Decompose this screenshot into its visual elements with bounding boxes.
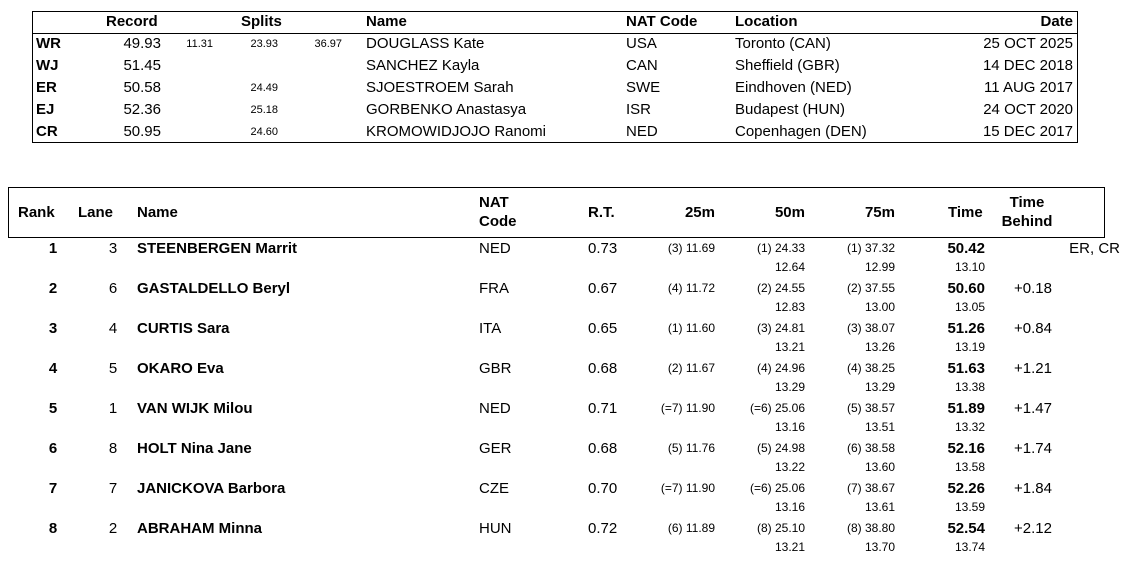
result-lane: 4: [108, 320, 118, 337]
result-reaction-time: 0.70: [588, 480, 618, 497]
record-time: 49.93: [123, 35, 161, 52]
result-split-25m: (=7) 11.90: [660, 481, 715, 495]
result-lap-75m: 13.60: [864, 460, 895, 474]
record-nat: NED: [626, 123, 658, 140]
result-time-behind: +1.84: [1014, 480, 1052, 497]
record-date: 14 DEC 2018: [982, 57, 1073, 74]
record-location: Copenhagen (DEN): [735, 123, 867, 140]
result-lap-100m: 13.32: [954, 420, 985, 434]
records-header-splits: Splits: [241, 13, 282, 30]
record-code: CR: [36, 123, 58, 140]
record-location: Sheffield (GBR): [735, 57, 840, 74]
record-name: GORBENKO Anastasya: [366, 101, 527, 118]
results-header-lane: Lane: [78, 204, 114, 221]
result-lap-100m: 13.59: [954, 500, 985, 514]
result-lap-75m: 13.00: [864, 300, 895, 314]
record-name: SANCHEZ Kayla: [366, 57, 480, 74]
result-split-50m: (=6) 25.06: [749, 481, 805, 495]
result-name: GASTALDELLO Beryl: [137, 280, 291, 297]
result-reaction-time: 0.73: [588, 240, 618, 257]
record-nat: ISR: [626, 101, 652, 118]
result-rank: 7: [48, 480, 58, 497]
result-rank: 3: [48, 320, 58, 337]
result-reaction-time: 0.68: [588, 440, 618, 457]
result-final-time: 52.16: [947, 440, 985, 457]
result-name: ABRAHAM Minna: [137, 520, 262, 537]
result-time-behind: +2.12: [1014, 520, 1052, 537]
record-code: ER: [36, 79, 57, 96]
result-lane: 7: [108, 480, 118, 497]
result-reaction-time: 0.68: [588, 360, 618, 377]
result-split-50m: (=6) 25.06: [749, 401, 805, 415]
result-nat: HUN: [479, 520, 512, 537]
result-rank: 8: [48, 520, 58, 537]
result-rank: 2: [48, 280, 58, 297]
record-split-75: 36.97: [314, 38, 342, 50]
result-lap-75m: 13.51: [864, 420, 895, 434]
result-split-75m: (2) 37.55: [846, 281, 895, 295]
record-date: 24 OCT 2020: [983, 101, 1073, 118]
record-nat: CAN: [626, 57, 658, 74]
result-reaction-time: 0.72: [588, 520, 618, 537]
result-split-25m: (5) 11.76: [667, 441, 715, 455]
result-lane: 8: [108, 440, 118, 457]
result-lane: 6: [108, 280, 118, 297]
results-header-nat: NAT: [479, 194, 509, 211]
record-nat: SWE: [626, 79, 661, 96]
records-header-name: Name: [366, 13, 407, 30]
result-lane: 1: [108, 400, 118, 417]
records-header-record: Record: [106, 13, 158, 30]
results-header-time-behind-2: Behind: [1001, 213, 1053, 230]
record-split-50: 24.60: [250, 126, 278, 138]
result-lane: 5: [108, 360, 118, 377]
result-reaction-time: 0.67: [588, 280, 618, 297]
result-lap-100m: 13.05: [954, 300, 985, 314]
result-lap-50m: 12.83: [774, 300, 805, 314]
result-final-time: 51.63: [947, 360, 985, 377]
result-split-75m: (6) 38.58: [846, 441, 895, 455]
result-lap-100m: 13.38: [954, 380, 985, 394]
result-name: STEENBERGEN Marrit: [137, 240, 298, 257]
result-split-25m: (1) 11.60: [667, 321, 715, 335]
result-nat: GER: [479, 440, 512, 457]
result-name: CURTIS Sara: [137, 320, 230, 337]
result-split-25m: (2) 11.67: [667, 361, 715, 375]
record-date: 11 AUG 2017: [984, 79, 1073, 96]
record-location: Toronto (CAN): [735, 35, 831, 52]
results-header-75m: 75m: [864, 204, 895, 221]
records-header-divider: [32, 33, 1078, 34]
result-lap-75m: 13.26: [864, 340, 895, 354]
result-split-50m: (8) 25.10: [756, 521, 805, 535]
result-final-time: 51.89: [947, 400, 985, 417]
result-name: VAN WIJK Milou: [137, 400, 253, 417]
result-split-50m: (2) 24.55: [756, 281, 805, 295]
record-date: 15 DEC 2017: [982, 123, 1073, 140]
result-lap-75m: 13.61: [864, 500, 895, 514]
result-time-behind: +1.74: [1014, 440, 1052, 457]
result-time-behind: +0.18: [1014, 280, 1052, 297]
result-name: OKARO Eva: [137, 360, 224, 377]
result-lap-50m: 13.16: [774, 420, 805, 434]
record-name: SJOESTROEM Sarah: [366, 79, 514, 96]
result-final-time: 52.26: [947, 480, 985, 497]
result-lap-75m: 12.99: [864, 260, 895, 274]
result-lap-75m: 13.70: [864, 540, 895, 554]
results-header-name: Name: [137, 204, 178, 221]
result-rank: 5: [48, 400, 58, 417]
record-code: WJ: [36, 57, 59, 74]
result-nat: ITA: [479, 320, 502, 337]
result-split-75m: (8) 38.80: [846, 521, 895, 535]
result-time-behind: +0.84: [1014, 320, 1052, 337]
result-lap-50m: 12.64: [774, 260, 805, 274]
record-time: 52.36: [123, 101, 161, 118]
record-split-50: 24.49: [250, 82, 278, 94]
result-reaction-time: 0.71: [588, 400, 618, 417]
records-header-date: Date: [1040, 13, 1073, 30]
result-split-75m: (3) 38.07: [846, 321, 895, 335]
records-header-location: Location: [735, 13, 798, 30]
results-header-rank: Rank: [18, 204, 55, 221]
result-final-time: 50.60: [947, 280, 985, 297]
result-split-25m: (4) 11.72: [667, 281, 715, 295]
results-header-rt: R.T.: [588, 204, 615, 221]
record-name: KROMOWIDJOJO Ranomi: [366, 123, 547, 140]
result-lap-100m: 13.19: [954, 340, 985, 354]
result-final-time: 50.42: [947, 240, 985, 257]
record-code: WR: [36, 35, 61, 52]
result-rank: 4: [48, 360, 58, 377]
records-header-nat: NAT Code: [626, 13, 698, 30]
result-split-50m: (3) 24.81: [756, 321, 805, 335]
result-time-behind: +1.47: [1014, 400, 1052, 417]
result-lap-50m: 13.29: [774, 380, 805, 394]
result-lane: 3: [108, 240, 118, 257]
result-nat: GBR: [479, 360, 512, 377]
result-lap-75m: 13.29: [864, 380, 895, 394]
record-time: 50.95: [123, 123, 161, 140]
result-split-25m: (6) 11.89: [667, 521, 715, 535]
record-split-50: 23.93: [250, 38, 278, 50]
result-split-25m: (=7) 11.90: [660, 401, 715, 415]
record-nat: USA: [626, 35, 657, 52]
record-date: 25 OCT 2025: [983, 35, 1073, 52]
result-split-50m: (1) 24.33: [756, 241, 805, 255]
result-final-time: 52.54: [947, 520, 985, 537]
result-split-50m: (4) 24.96: [756, 361, 805, 375]
result-nat: NED: [479, 400, 511, 417]
record-code: EJ: [36, 101, 55, 118]
result-name: JANICKOVA Barbora: [137, 480, 286, 497]
result-lap-100m: 13.74: [954, 540, 985, 554]
record-location: Eindhoven (NED): [735, 79, 852, 96]
result-lap-50m: 13.16: [774, 500, 805, 514]
result-lane: 2: [108, 520, 118, 537]
records-table: [32, 11, 1078, 143]
record-location: Budapest (HUN): [735, 101, 846, 118]
result-nat: FRA: [479, 280, 509, 297]
result-time-behind: +1.21: [1014, 360, 1052, 377]
results-header-code: Code: [479, 213, 517, 230]
result-split-75m: (4) 38.25: [846, 361, 895, 375]
record-name: DOUGLASS Kate: [366, 35, 485, 52]
result-rank: 1: [48, 240, 58, 257]
result-split-75m: (1) 37.32: [846, 241, 895, 255]
record-split-50: 25.18: [250, 104, 278, 116]
result-lap-50m: 13.22: [774, 460, 805, 474]
result-lap-100m: 13.58: [954, 460, 985, 474]
results-header-time: Time: [948, 204, 983, 221]
result-reaction-time: 0.65: [588, 320, 618, 337]
record-time: 51.45: [123, 57, 161, 74]
results-header-50m: 50m: [774, 204, 805, 221]
result-lap-100m: 13.10: [954, 260, 985, 274]
result-split-25m: (3) 11.69: [667, 241, 715, 255]
result-lap-50m: 13.21: [774, 540, 805, 554]
result-split-75m: (5) 38.57: [846, 401, 895, 415]
result-rank: 6: [48, 440, 58, 457]
result-final-time: 51.26: [947, 320, 985, 337]
result-nat: NED: [479, 240, 511, 257]
record-time: 50.58: [123, 79, 161, 96]
result-lap-50m: 13.21: [774, 340, 805, 354]
result-nat: CZE: [479, 480, 509, 497]
results-header-time-behind-1: Time: [1009, 194, 1045, 211]
result-name: HOLT Nina Jane: [137, 440, 252, 457]
result-split-50m: (5) 24.98: [756, 441, 805, 455]
result-split-75m: (7) 38.67: [846, 481, 895, 495]
record-split-25: 11.31: [186, 38, 213, 50]
result-record-badge: ER, CR: [1069, 240, 1120, 257]
results-header-25m: 25m: [684, 204, 715, 221]
